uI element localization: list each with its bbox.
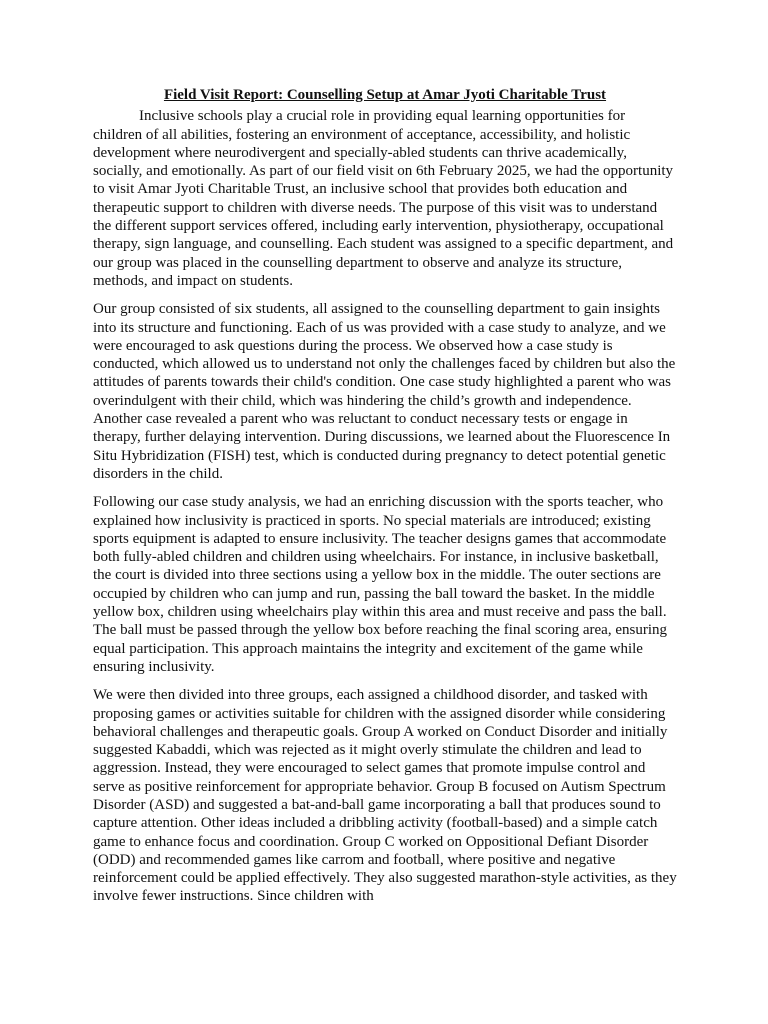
document-page — [93, 86, 677, 916]
paragraph-introduction: Inclusive schools play a crucial role in providing equal learning opportunities for children of all abilities, fostering an environment of acceptance, accessibility, and holistic development where neurodivergent and specially-abled students can thrive academically, socially, and emotionally. As part of our field visit on 6th February 2025, we had the opportunity to visit Amar Jyoti Charitable Trust, an inclusive school that provides both education and therapeutic support to children with diverse needs. The purpose of this visit was to understand the different support services offered, including early intervention, physiotherapy, occupational therapy, sign language, and counselling. Each student was assigned to a specific department, and our group was placed in the counselling department to observe and analyze its structure, methods, and impact on students. — [93, 108, 674, 289]
document-title: Field Visit Report: Counselling Setup at Amar Jyoti Charitable Trust — [163, 87, 607, 103]
paragraph-case-studies: Our group consisted of six students, all assigned to the counselling department to gain insights into its structure and functioning. Each of us was provided with a case study to analyze, and we were encouraged to ask questions during the process. We observed how a case study is conducted, which allowed us to understand not only the challenges faced by children but also the attitudes of parents towards their child's condition. One case study highlighted a parent who was overindulgent with their child, which was hindering the child’s growth and independence. Another case revealed a parent who was reluctant to conduct necessary tests or engage in therapy, further delaying intervention. During discussions, we learned about the Fluorescence In Situ Hybridization (FISH) test, which is conducted during pregnancy to detect potential genetic disorders in the child. — [93, 301, 676, 482]
paragraph-sports-discussion: Following our case study analysis, we had an enriching discussion with the sports teacher, who explained how inclusivity is practiced in sports. No special materials are introduced; existing sports equipment is adapted to ensure inclusivity. The teacher designs games that accommodate both fully-abled children and children using wheelchairs. For instance, in inclusive basketball, the court is divided into three sections using a yellow box in the middle. The outer sections are occupied by children who can jump and run, passing the ball toward the basket. In the middle yellow box, children using wheelchairs play within this area and must receive and pass the ball. The ball must be passed through the yellow box before reaching the final scoring area, ensuring equal participation. This approach maintains the integrity and excitement of the game while ensuring inclusivity. — [93, 494, 667, 675]
paragraph-group-activities: We were then divided into three groups, each assigned a childhood disorder, and tasked with proposing games or activities suitable for children with the assigned disorder while considering behavioral challenges and therapeutic goals. Group A worked on Conduct Disorder and initially suggested Kabaddi, which was rejected as it might overly stimulate the children and lead to aggression. Instead, they were encouraged to select games that promote impulse control and serve as positive reinforcement for appropriate behavior. Group B focused on Autism Spectrum Disorder (ASD) and suggested a bat-and-ball game incorporating a ball that produces sound to capture attention. Other ideas included a dribbling activity (football-based) and a simple catch game to enhance focus and coordination. Group C worked on Oppositional Defiant Disorder (ODD) and recommended games like carrom and football, where positive and negative reinforcement could be applied effectively. They also suggested marathon-style activities, as they involve fewer instructions. Since children with — [93, 687, 677, 905]
